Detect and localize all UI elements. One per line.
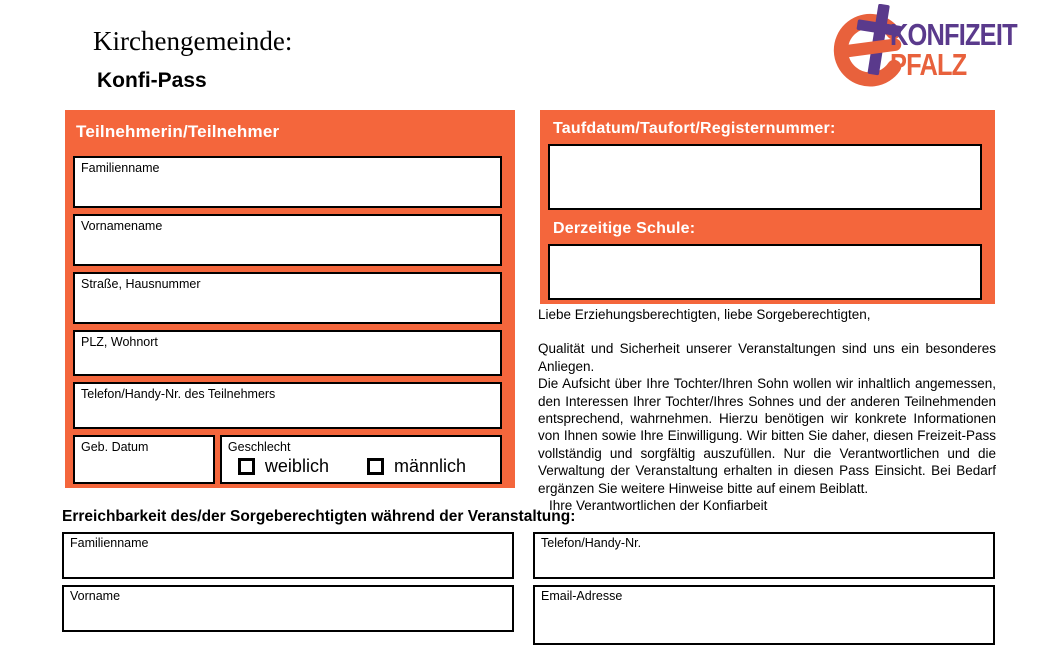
- contact-familienname-label: Familienname: [70, 536, 149, 550]
- geburtsdatum-label: Geb. Datum: [81, 440, 149, 454]
- telefon-teilnehmer-field[interactable]: [73, 382, 502, 429]
- contact-section: [62, 508, 995, 645]
- taufdatum-title: Taufdatum/Taufort/Registernummer:: [553, 120, 836, 137]
- logo-text-pfalz: PFALZ: [890, 47, 967, 82]
- kirchengemeinde-label: Kirchengemeinde:: [93, 26, 293, 56]
- telefon-teilnehmer-label: Telefon/Handy-Nr. des Teilnehmers: [81, 387, 276, 401]
- vorname-label: Vornamename: [81, 219, 163, 233]
- contact-section-title: Erreichbarkeit des/der Sorgeberechtigten während der Veranstaltung:: [62, 508, 576, 525]
- participant-panel-title: Teilnehmerin/Teilnehmer: [76, 122, 280, 141]
- weiblich-checkbox[interactable]: [238, 458, 255, 475]
- contact-email-label: Email-Adresse: [541, 589, 623, 603]
- familienname-label: Familienname: [81, 161, 160, 175]
- plz-wohnort-field[interactable]: [73, 330, 502, 376]
- contact-familienname-field[interactable]: [62, 532, 514, 579]
- vorname-field[interactable]: [73, 214, 502, 266]
- page-title: Konfi-Pass: [97, 69, 207, 92]
- plz-wohnort-label: PLZ, Wohnort: [81, 335, 158, 349]
- intro-paragraph-2: Die Aufsicht über Ihre Tochter/Ihren Sohn wollen wir inhaltlich angemessen, den Interessen Ihrer Tochter/Ihres Sohnes und der anderen Teilnehmenden entsprechend, wahrnehmen. Hierzu benötigen wir konkrete Informationen von Ihnen sowie Ihre Einwilligung. Wir bitten Sie daher, diesen Freizeit-Pass vollständig und sorgfältig auszufüllen. Nur die Verantwortlichen und die Verwaltung der Veranstaltung erhalten in diesen Pass Einsicht. Bei Bedarf ergänzen Sie weitere Hinweise bitte auf einem Beiblatt.: [538, 376, 996, 496]
- schule-title: Derzeitige Schule:: [553, 220, 696, 237]
- maennlich-label: männlich: [393, 456, 466, 476]
- contact-email-field[interactable]: [533, 585, 995, 645]
- schule-field[interactable]: [548, 244, 982, 300]
- konfizeit-pfalz-logo: [826, 2, 1050, 97]
- geschlecht-field: [220, 435, 502, 484]
- strasse-hausnummer-label: Straße, Hausnummer: [81, 277, 201, 291]
- taufdatum-field[interactable]: [548, 144, 982, 210]
- geburtsdatum-field[interactable]: [73, 435, 215, 484]
- logo-text-konfizeit: KONFIZEIT: [890, 17, 1017, 52]
- geschlecht-label: Geschlecht: [227, 440, 291, 454]
- intro-text-block: [538, 306, 996, 514]
- maennlich-checkbox[interactable]: [367, 458, 384, 475]
- contact-vorname-field[interactable]: [62, 585, 514, 632]
- intro-salutation: Liebe Erziehungsberechtigten, liebe Sorgeberechtigten,: [538, 307, 871, 322]
- intro-paragraph-1: Qualität und Sicherheit unserer Veranstaltungen sind uns ein besonderes Anliegen.: [538, 341, 996, 374]
- strasse-hausnummer-field[interactable]: [73, 272, 502, 324]
- weiblich-label: weiblich: [264, 456, 329, 476]
- participant-panel: [65, 110, 515, 488]
- contact-telefon-label: Telefon/Handy-Nr.: [541, 536, 642, 550]
- contact-vorname-label: Vorname: [70, 589, 121, 603]
- familienname-field[interactable]: [73, 156, 502, 208]
- contact-telefon-field[interactable]: [533, 532, 995, 579]
- intro-signoff: Ihre Verantwortlichen der Konfiarbeit: [549, 498, 768, 514]
- baptism-panel: [540, 110, 995, 304]
